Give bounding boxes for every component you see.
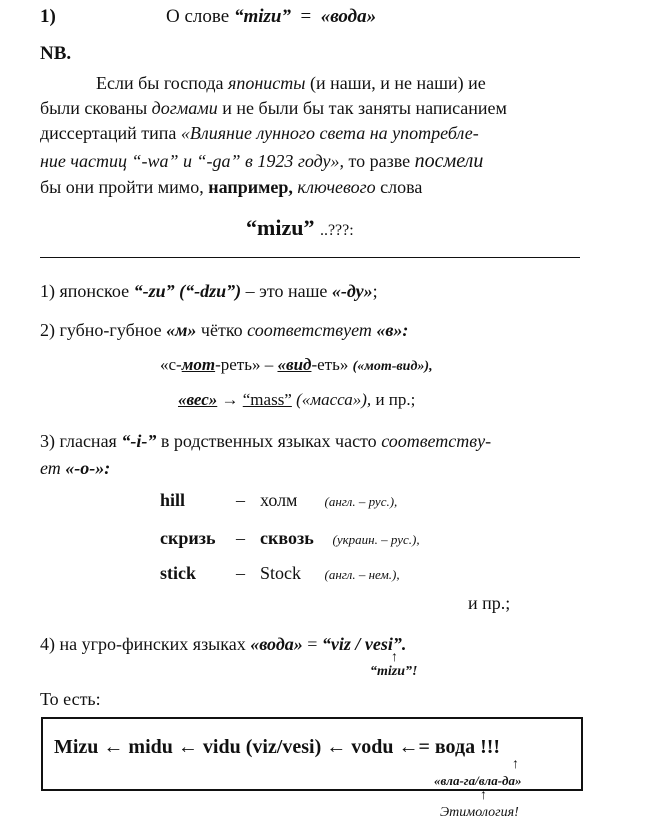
cognate-right: сквозь (260, 528, 314, 548)
point-3-line-2 (40, 458, 110, 479)
point-3-line-1 (40, 431, 491, 452)
point-emph: соответствует (247, 320, 372, 340)
keyword-word: “mizu” (246, 215, 315, 240)
title-word: “mizu” (233, 6, 291, 27)
example-text: -еть» (311, 355, 349, 374)
title-prefix: О слове (166, 6, 230, 27)
point-text: = (307, 634, 318, 654)
point-emph: «м» (166, 320, 197, 340)
intro-emph: посмели (414, 150, 484, 172)
cognate-row (160, 563, 400, 584)
point-emph: «-о-»: (65, 458, 111, 478)
point-emph: «в»: (376, 320, 409, 340)
up-arrow-icon: ↑ (391, 650, 398, 665)
example-emph: «вид (277, 355, 312, 374)
point-text: японское (59, 281, 130, 301)
example-emph: мот (181, 355, 216, 374)
keyword (246, 215, 354, 241)
title-eq: = (300, 6, 312, 27)
conclusion-sub-note: «вла-га/вла-да» (434, 773, 522, 788)
etymology-note: Этимология! (440, 805, 519, 820)
intro-emph: догмами (151, 98, 218, 118)
intro-text: диссертаций типа (40, 123, 177, 143)
section-number: 1) (40, 6, 56, 27)
cognate-left: hill (160, 490, 186, 510)
point-2 (40, 320, 408, 341)
point-emph: “-i-” (121, 431, 157, 451)
intro-emph: «Влияние лунного света на употребле- (180, 123, 479, 143)
nb-label: NB. (40, 43, 72, 64)
keyword-suffix: ..???: (319, 222, 354, 239)
point-text: в родственных языках часто (160, 431, 377, 451)
point-number: 4) (40, 634, 55, 654)
intro-line-4 (40, 150, 483, 173)
example-text: «с- (160, 355, 182, 374)
example-emph: «вес» (178, 390, 218, 409)
point-emph: соответству- (381, 431, 492, 451)
cognate-note: (украин. – рус.), (332, 532, 420, 547)
intro-line-5 (40, 177, 422, 198)
point-emph: “-zu” (133, 281, 175, 301)
page-title (166, 6, 376, 28)
intro-bold: например, (208, 177, 293, 197)
intro-emph: “-wa” и “-ga” в 1923 году», (131, 151, 344, 171)
intro-emph: ние частиц (40, 151, 127, 171)
intro-emph: ключевого (297, 177, 376, 197)
cognate-row (160, 490, 397, 511)
point-number: 3) (40, 431, 55, 451)
point-3-etc: и пр.; (468, 593, 511, 613)
intro-text: то разве (348, 151, 411, 171)
cognate-note: (англ. – нем.), (324, 567, 400, 582)
cognate-right: холм (260, 490, 298, 510)
up-arrow-icon: ↑ (512, 757, 519, 772)
divider-line (40, 257, 580, 258)
cognate-row (160, 528, 420, 549)
cognate-right: Stock (260, 563, 302, 583)
point-emph: (“-dzu”) (179, 281, 242, 301)
cognate-dash: – (236, 528, 245, 548)
up-arrow-icon: ↑ (480, 788, 487, 803)
example-text: и пр.; (375, 390, 416, 409)
point-text: гласная (59, 431, 117, 451)
cognate-note: (англ. – рус.), (324, 494, 398, 509)
cognate-dash: – (236, 563, 245, 583)
point-1 (40, 281, 378, 302)
cognate-left: stick (160, 563, 196, 583)
etymology-chain: Mizu ← midu ← vidu (viz/vesi) ← vodu ←= вода !!! (54, 736, 501, 758)
point-emph: «вода» (250, 634, 303, 654)
point-emph: “viz / vesi”. (321, 634, 407, 654)
right-arrow-icon: → (221, 390, 239, 409)
point-2-example-1 (160, 355, 433, 375)
intro-text: Если бы господа (96, 73, 224, 93)
point-number: 1) (40, 281, 55, 301)
title-voda: «вода» (320, 6, 377, 27)
point-emph: ет (40, 458, 61, 478)
cognate-dash: – (236, 490, 245, 510)
point-4 (40, 634, 406, 655)
example-emph: («масса»), (296, 390, 372, 409)
example-text: “mass” (242, 390, 292, 409)
point-text: чётко (200, 320, 243, 340)
intro-text: были скованы (40, 98, 148, 118)
point-text: на угро-финских языках (59, 634, 246, 654)
intro-text: слова (380, 177, 423, 197)
point-text: ; (372, 281, 378, 301)
cognate-left: скризь (160, 528, 216, 548)
point-text: – это наше (245, 281, 328, 301)
intro-line-1 (96, 73, 486, 94)
point-4-note: “mizu”! (370, 664, 418, 679)
point-number: 2) (40, 320, 55, 340)
intro-line-3 (40, 123, 479, 144)
intro-text: и не были бы так заняты написанием (222, 98, 507, 118)
intro-emph: японисты (228, 73, 306, 93)
point-text: губно-губное (59, 320, 162, 340)
intro-line-2 (40, 98, 507, 119)
example-note: («мот-вид»), (352, 359, 433, 374)
intro-text: (и наши, и не наши) ие (309, 73, 486, 93)
example-text: -реть» – (215, 355, 274, 374)
point-2-example-2 (178, 390, 415, 410)
point-emph: «-ду» (331, 281, 373, 301)
conclusion-label: То есть: (40, 689, 101, 709)
intro-text: бы они пройти мимо, (40, 177, 204, 197)
